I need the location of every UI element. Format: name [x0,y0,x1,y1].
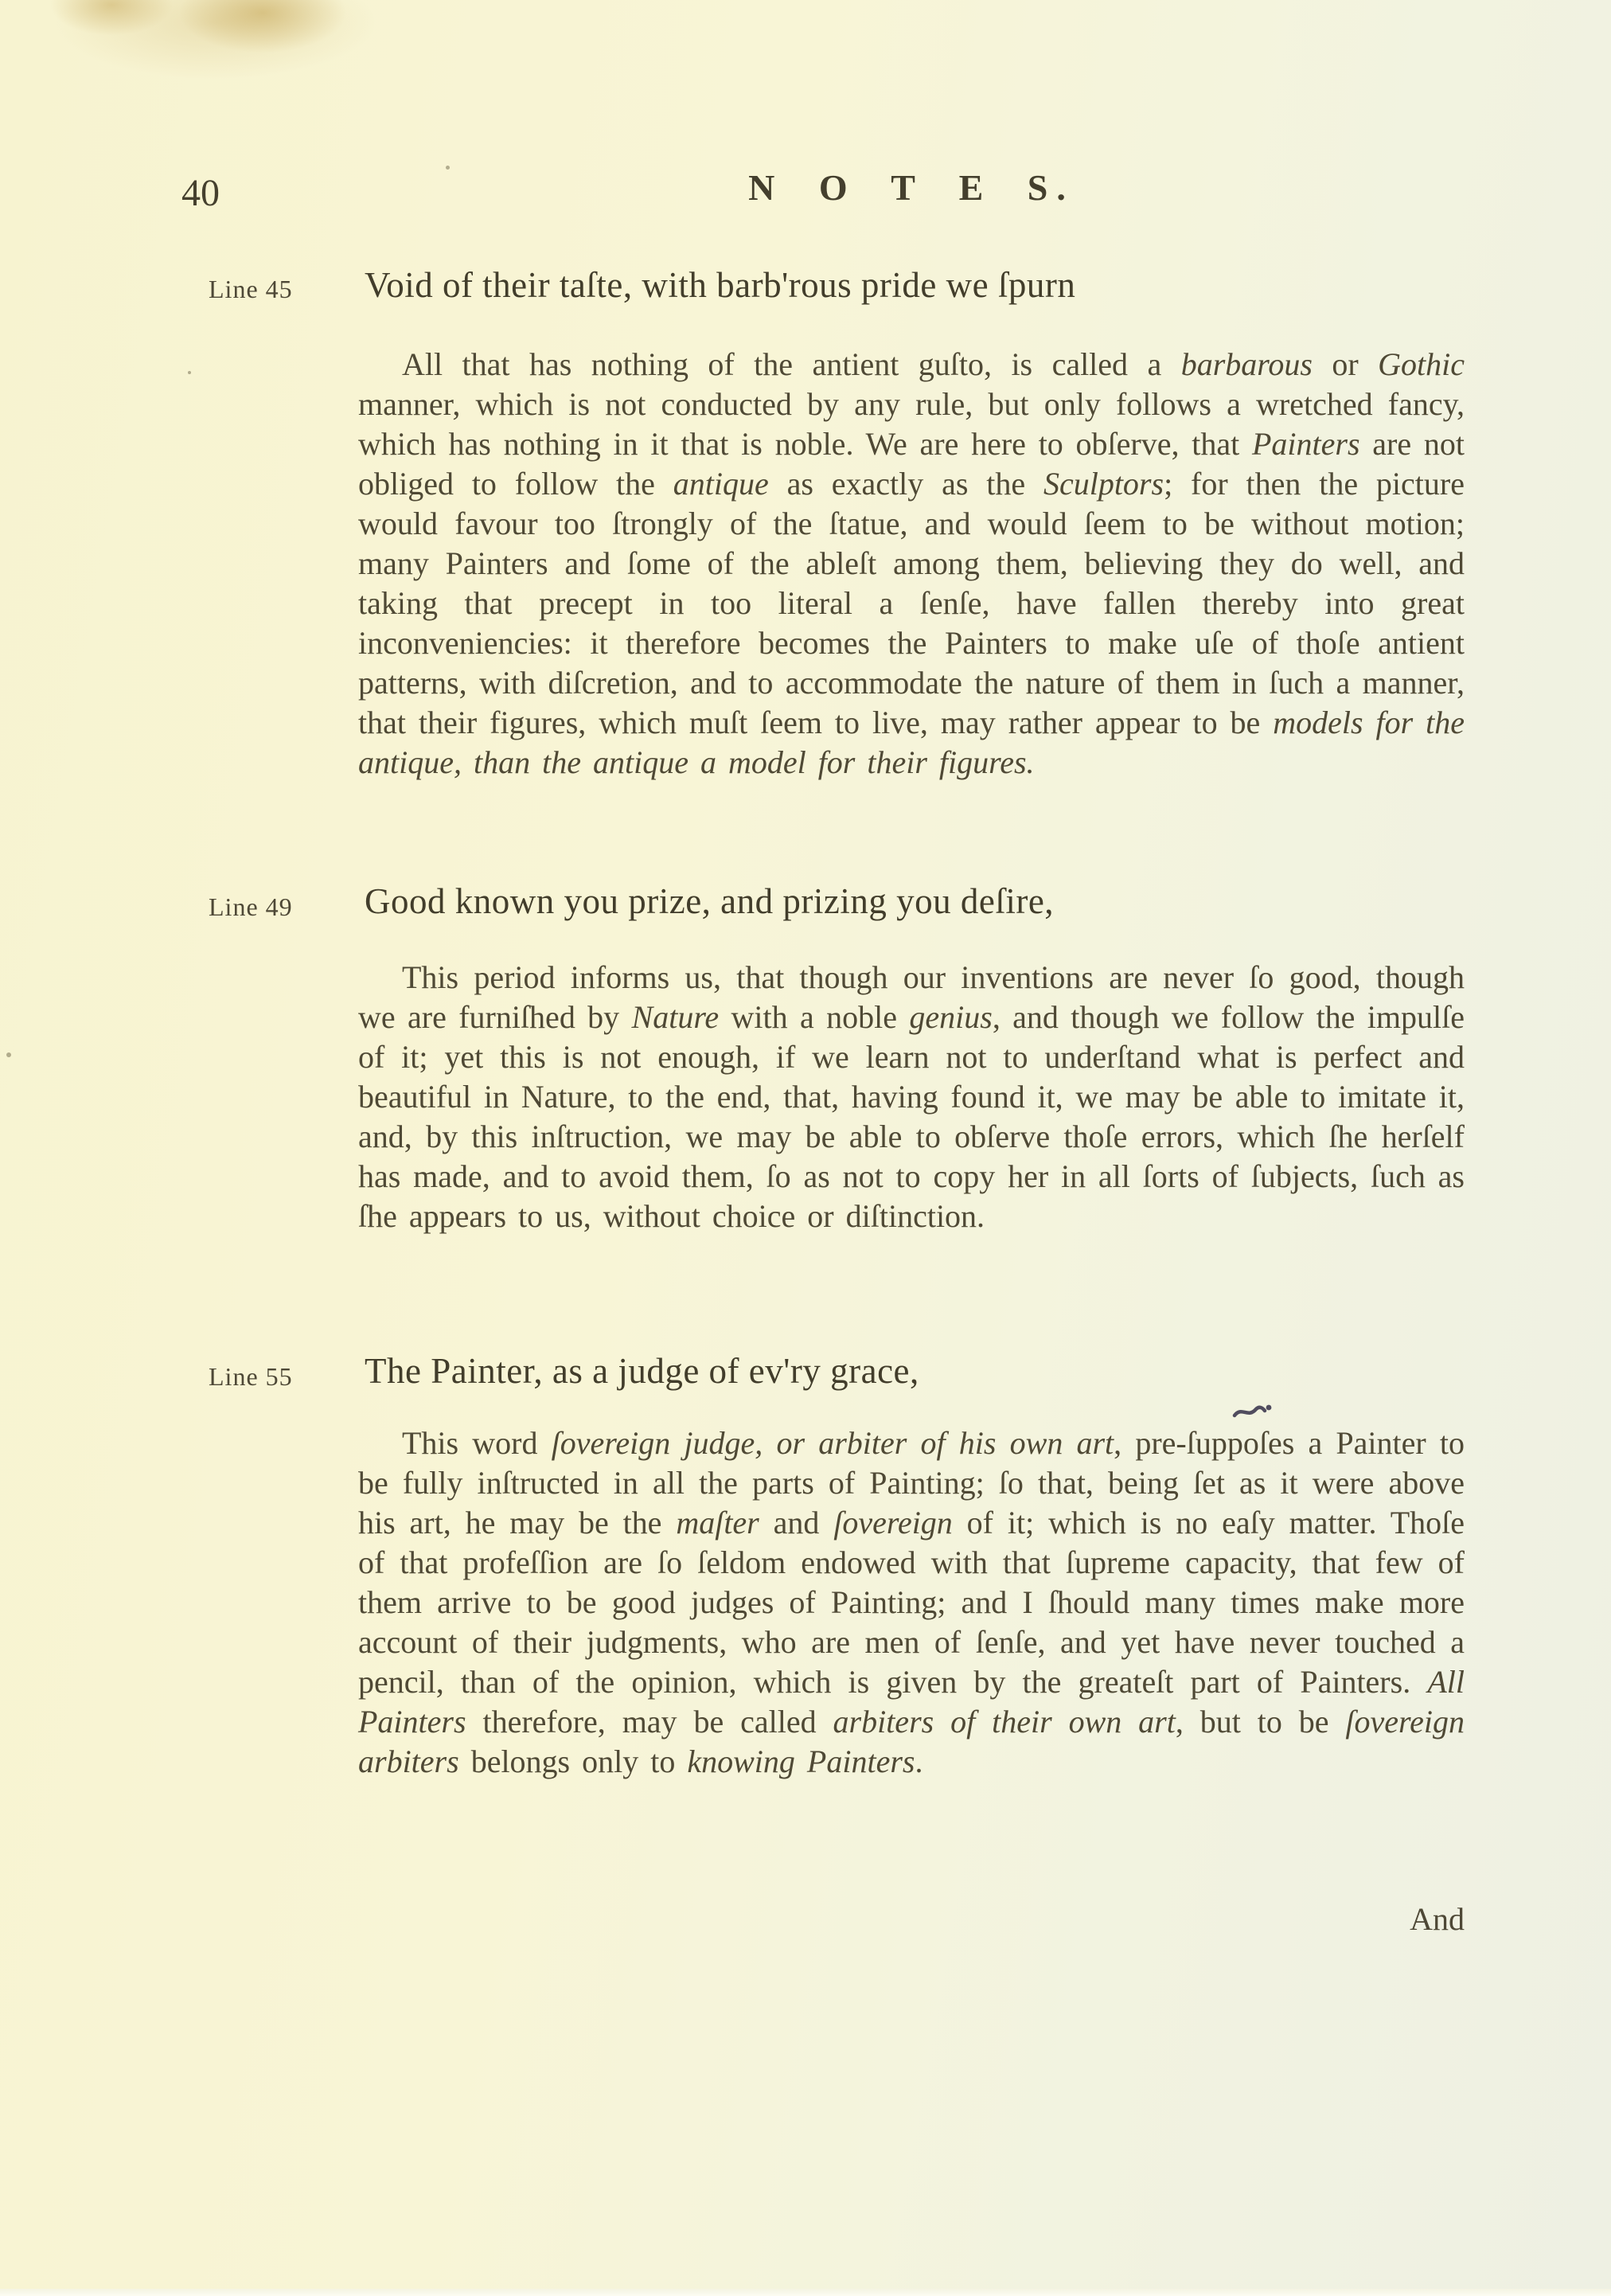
paper-speck [188,371,191,374]
running-header: N O T E S. [748,167,1075,208]
line-label: Line 49 [209,892,293,921]
page-bottom-edge [0,2289,1611,2296]
verse-heading: The Painter, as a judge of ev'ry grace, [365,1351,919,1391]
line-label: Line 55 [209,1362,293,1391]
paper-speck [6,1052,11,1057]
line-label: Line 45 [209,275,293,303]
ink-smudge [1232,1400,1274,1427]
verse-heading: Void of their taſte, with barb'rous pride we ſpurn [365,265,1076,305]
verse-heading: Good known you prize, and prizing you deſire, [365,881,1055,921]
catchword: And [1410,1901,1465,1937]
note-commentary: All that has nothing of the antient guſto, is called a barbarous or Gothic manner, which is not conducted by any rule, but only follows a wretched fancy, which has nothing in it that is noble. We are here to obſerve, that Painters are not obliged to follow the antique as exactly as the Sculptors; for then the picture would favour too ſtrongly of the ſtatue, and would ſeem to be without motion; many Painters and ſome of the ableſt among them, believing they do well, and taking that precept in too literal a ſenſe, have fallen thereby into great inconveniencies: it therefore becomes the Painters to make uſe of thoſe antient patterns, with diſcretion, and to accommodate the nature of them in ſuch a manner, that their figures, which muſt ſeem to live, may rather appear to be models for the antique, than the antique a model for their figures. [358,346,1465,780]
note-commentary: This period informs us, that though our inventions are never ſo good, though we are furniſhed by Nature with a noble genius, and though we follow the impulſe of it; yet this is not enough, if we learn not to underſtand what is perfect and beautiful in Nature, to the end, that, having found it, we may be able to imitate it, and, by this inſtruction, we may be able to obſerve thoſe errors, which ſhe herſelf has made, and to avoid them, ſo as not to copy her in all ſorts of ſubjects, ſuch as ſhe appears to us, without choice or diſtinction. [358,959,1465,1234]
paper-speck [446,166,450,170]
page-number: 40 [181,172,220,214]
note-commentary: This word ſovereign judge, or arbiter of his own art, pre-ſuppoſes a Painter to be fully inſtructed in all the parts of Painting; ſo that, being ſet as it were above his art, he may be the maſter and ſovereign of it; which is no eaſy matter. Thoſe of that profeſſion are ſo ſeldom endowed with that ſupreme capacity, that few of them arrive to be good judges of Painting; and I ſhould many times make more account of their judgments, who are men of ſenſe, and yet have never touched a pencil, than of the opinion, which is given by the greateſt part of Painters. All Painters therefore, may be called arbiters of their own art, but to be ſovereign arbiters belongs only to knowing Painters. [358,1425,1465,1779]
